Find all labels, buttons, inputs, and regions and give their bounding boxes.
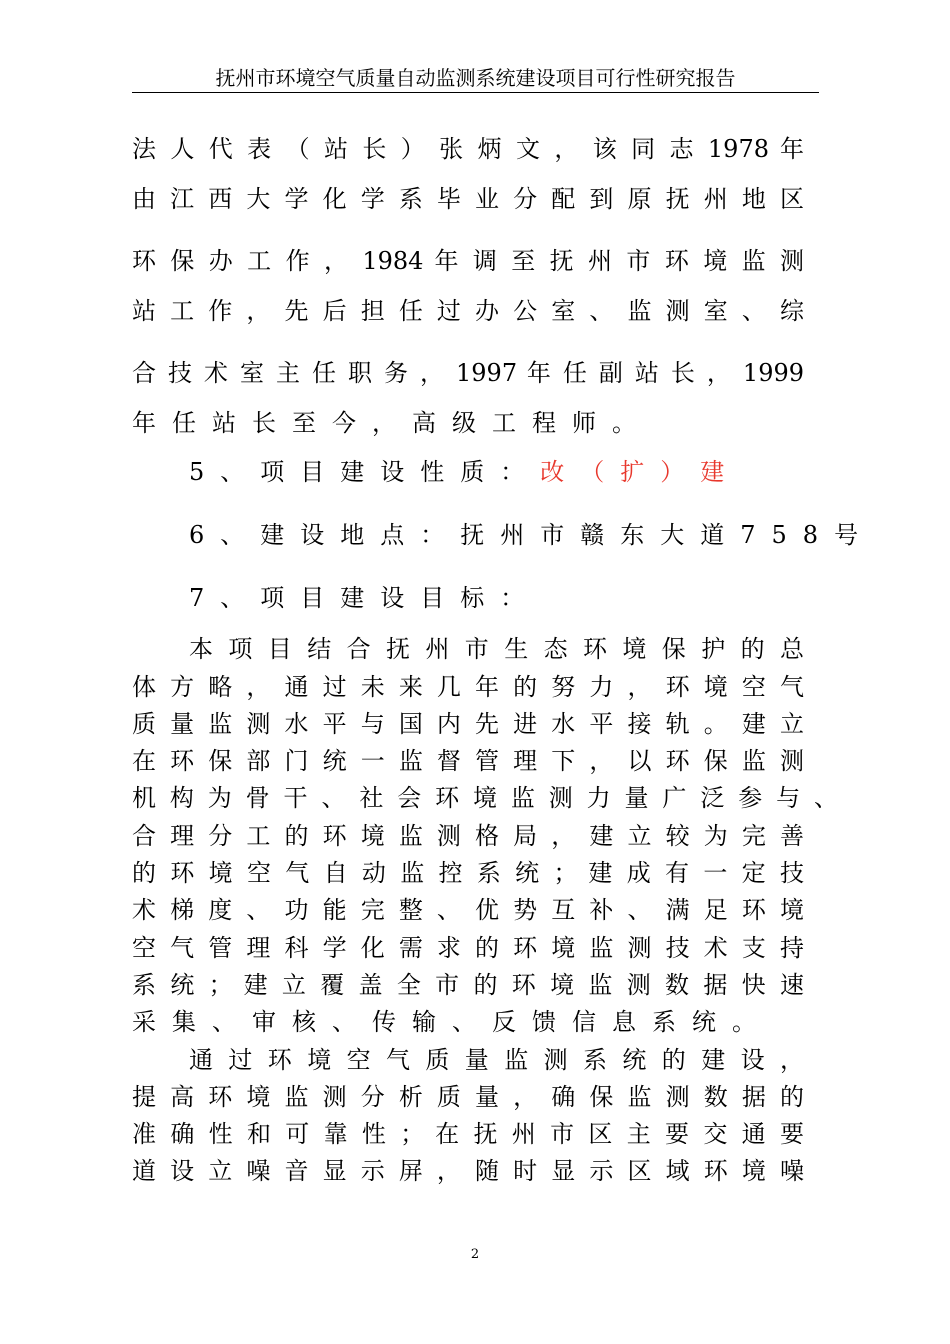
- text-line: 通 过 环 境 空 气 质 量 监 测 系 统 的 建 设 ，: [189, 1046, 804, 1074]
- item-value-highlight: 改（扩）建: [540, 458, 741, 486]
- text-line: 系 统 ； 建 立 覆 盖 全 市 的 环 境 监 测 数 据 快 速: [132, 971, 804, 999]
- text-line: 在 环 保 部 门 统 一 监 督 管 理 下 ， 以 环 保 监 测: [132, 747, 804, 775]
- item-label: 5、项目建设性质：: [189, 458, 541, 486]
- text-line: 术 梯 度 、 功 能 完 整 、 优 势 互 补 、 满 足 环 境: [132, 896, 804, 924]
- page-number: 2: [470, 1247, 480, 1262]
- header-rule: [132, 92, 819, 93]
- text-line: 合 理 分 工 的 环 境 监 测 格 局 ， 建 立 较 为 完 善: [132, 822, 804, 850]
- page-header-title: 抚州市环境空气质量自动监测系统建设项目可行性研究报告: [215, 66, 736, 90]
- text-line: 本 项 目 结 合 抚 州 市 生 态 环 境 保 护 的 总: [189, 635, 804, 663]
- text-line: 合 技 术 室 主 任 职 务 ， 1997 年 任 副 站 长 ， 1999: [132, 359, 804, 387]
- text-line: 空 气 管 理 科 学 化 需 求 的 环 境 监 测 技 术 支 持: [132, 934, 804, 962]
- item-project-nature: [189, 454, 804, 490]
- text-line: 年任站长至今，高级工程师。: [132, 409, 652, 437]
- text-line: 道 设 立 噪 音 显 示 屏 ， 随 时 显 示 区 域 环 境 噪: [132, 1157, 804, 1185]
- text-line: 质 量 监 测 水 平 与 国 内 先 进 水 平 接 轨 。 建 立: [132, 710, 804, 738]
- item-location: 6、建设地点：抚州市赣东大道758号: [189, 521, 875, 549]
- text-line: 由 江 西 大 学 化 学 系 毕 业 分 配 到 原 抚 州 地 区: [132, 185, 804, 213]
- text-line: 体 方 略 ， 通 过 未 来 几 年 的 努 力 ， 环 境 空 气: [132, 673, 804, 701]
- text-line: 机 构 为 骨 干 、 社 会 环 境 监 测 力 量 广 泛 参 与 、: [132, 784, 838, 812]
- text-line: 环 保 办 工 作 ， 1984 年 调 至 抚 州 市 环 境 监 测: [132, 247, 804, 275]
- text-line: 站 工 作 ， 先 后 担 任 过 办 公 室 、 监 测 室 、 综: [132, 297, 804, 325]
- text-line: 提 高 环 境 监 测 分 析 质 量 ， 确 保 监 测 数 据 的: [132, 1083, 804, 1111]
- text-line: 的 环 境 空 气 自 动 监 控 系 统 ； 建 成 有 一 定 技: [132, 859, 804, 887]
- text-line: 法 人 代 表 （ 站 长 ） 张 炳 文 ， 该 同 志 1978 年: [132, 135, 804, 163]
- text-line: 采集、审核、传输、反馈信息系统。: [132, 1008, 772, 1036]
- text-line: 准 确 性 和 可 靠 性 ； 在 抚 州 市 区 主 要 交 通 要: [132, 1120, 804, 1148]
- item-goal-label: 7、项目建设目标：: [189, 584, 541, 612]
